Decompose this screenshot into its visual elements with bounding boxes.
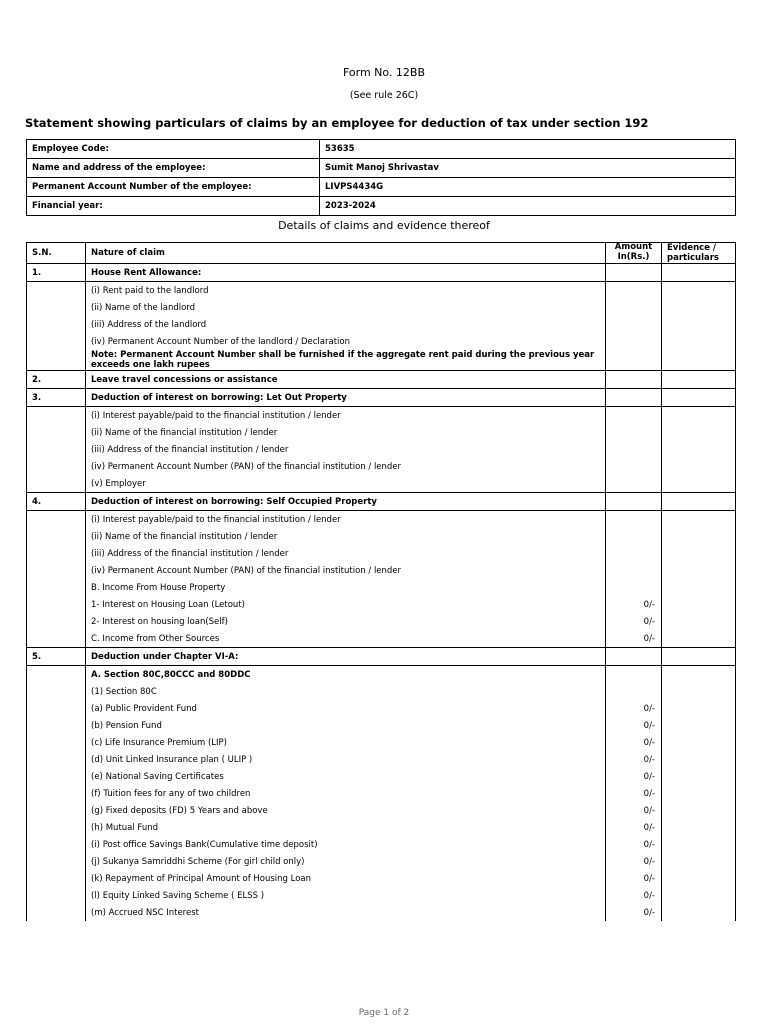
sn-cell (27, 545, 86, 562)
nature-cell: (i) Interest payable/paid to the financial institution / lender (86, 511, 606, 529)
amount-cell: 0/- (606, 870, 662, 887)
sn-cell (27, 887, 86, 904)
sn-cell (27, 717, 86, 734)
nature-cell: 2- Interest on housing loan(Self) (86, 613, 606, 630)
sn-cell (27, 458, 86, 475)
sn-cell (27, 475, 86, 493)
table-row (27, 819, 736, 836)
table-row (27, 475, 736, 493)
evidence-cell (662, 596, 736, 613)
table-row (27, 887, 736, 904)
table-row (27, 666, 736, 684)
amount-cell: 0/- (606, 751, 662, 768)
financial-year-label: Financial year: (27, 197, 320, 216)
table-row (27, 836, 736, 853)
nature-cell: (1) Section 80C (86, 683, 606, 700)
employee-code-label: Employee Code: (27, 140, 320, 159)
table-row (27, 407, 736, 425)
evidence-cell (662, 424, 736, 441)
amount-cell (606, 666, 662, 684)
table-row (27, 853, 736, 870)
table-row (27, 333, 736, 350)
sn-header: S.N. (27, 243, 86, 264)
amount-cell (606, 371, 662, 389)
nature-cell: Deduction of interest on borrowing: Self Occupied Property (86, 493, 606, 511)
nature-cell: (a) Public Provident Fund (86, 700, 606, 717)
evidence-cell (662, 579, 736, 596)
table-row (27, 562, 736, 579)
evidence-cell (662, 648, 736, 666)
table-row (27, 140, 736, 159)
table-row (27, 424, 736, 441)
amount-cell (606, 264, 662, 282)
employee-pan-label: Permanent Account Number of the employee: (27, 178, 320, 197)
nature-cell: House Rent Allowance: (86, 264, 606, 282)
form-title: Form No. 12BB (342, 66, 426, 79)
nature-cell: (k) Repayment of Principal Amount of Housing Loan (86, 870, 606, 887)
evidence-cell (662, 904, 736, 921)
sn-cell (27, 407, 86, 425)
amount-cell (606, 458, 662, 475)
evidence-cell (662, 299, 736, 316)
nature-cell: (l) Equity Linked Saving Scheme ( ELSS ) (86, 887, 606, 904)
table-row (27, 683, 736, 700)
evidence-cell (662, 389, 736, 407)
amount-cell: 0/- (606, 768, 662, 785)
table-row (27, 630, 736, 648)
sn-cell (27, 802, 86, 819)
table-row (27, 613, 736, 630)
amount-cell (606, 511, 662, 529)
sn-cell (27, 579, 86, 596)
sn-cell (27, 511, 86, 529)
sn-cell (27, 630, 86, 648)
evidence-cell (662, 802, 736, 819)
table-row (27, 511, 736, 529)
sn-cell (27, 853, 86, 870)
amount-cell (606, 389, 662, 407)
amount-cell: 0/- (606, 836, 662, 853)
nature-cell: (h) Mutual Fund (86, 819, 606, 836)
evidence-cell (662, 717, 736, 734)
nature-cell: (d) Unit Linked Insurance plan ( ULIP ) (86, 751, 606, 768)
amount-cell (606, 562, 662, 579)
form-subtitle: (See rule 26C) (349, 90, 419, 101)
table-row (27, 648, 736, 666)
evidence-cell (662, 768, 736, 785)
evidence-cell (662, 282, 736, 300)
evidence-cell (662, 407, 736, 425)
table-row (27, 371, 736, 389)
nature-cell: (f) Tuition fees for any of two children (86, 785, 606, 802)
evidence-cell (662, 666, 736, 684)
evidence-cell (662, 853, 736, 870)
evidence-cell (662, 441, 736, 458)
page-footer: Page 1 of 2 (358, 1008, 410, 1018)
nature-cell: (j) Sukanya Samriddhi Scheme (For girl child only) (86, 853, 606, 870)
evidence-cell (662, 545, 736, 562)
amount-cell: 0/- (606, 887, 662, 904)
nature-cell: (c) Life Insurance Premium (LIP) (86, 734, 606, 751)
sn-cell (27, 751, 86, 768)
amount-cell (606, 528, 662, 545)
nature-cell: (b) Pension Fund (86, 717, 606, 734)
evidence-cell (662, 316, 736, 333)
sn-cell (27, 316, 86, 333)
evidence-cell (662, 264, 736, 282)
nature-cell: (i) Rent paid to the landlord (86, 282, 606, 300)
table-row (27, 785, 736, 802)
nature-cell: (iv) Permanent Account Number of the landlord / Declaration (86, 333, 606, 350)
nature-cell: (iii) Address of the landlord (86, 316, 606, 333)
table-row (27, 528, 736, 545)
sn-cell: 1. (27, 264, 86, 282)
sn-cell (27, 613, 86, 630)
table-row (27, 700, 736, 717)
nature-cell: Leave travel concessions or assistance (86, 371, 606, 389)
nature-cell: 1- Interest on Housing Loan (Letout) (86, 596, 606, 613)
nature-cell: (ii) Name of the landlord (86, 299, 606, 316)
evidence-header: Evidence / particulars (662, 243, 736, 264)
sn-cell (27, 562, 86, 579)
sn-cell (27, 596, 86, 613)
evidence-cell (662, 350, 736, 371)
sn-cell (27, 734, 86, 751)
amount-cell (606, 683, 662, 700)
nature-cell: (ii) Name of the financial institution / lender (86, 528, 606, 545)
amount-cell: 0/- (606, 596, 662, 613)
nature-cell: (e) National Saving Certificates (86, 768, 606, 785)
amount-cell (606, 282, 662, 300)
amount-cell (606, 493, 662, 511)
amount-cell: 0/- (606, 853, 662, 870)
evidence-cell (662, 887, 736, 904)
nature-cell: (i) Interest payable/paid to the financial institution / lender (86, 407, 606, 425)
amount-cell: 0/- (606, 613, 662, 630)
table-row (27, 197, 736, 216)
nature-cell: (m) Accrued NSC Interest (86, 904, 606, 921)
evidence-cell (662, 700, 736, 717)
table-row (27, 178, 736, 197)
evidence-cell (662, 493, 736, 511)
statement-heading: Statement showing particulars of claims by an employee for deduction of tax under section 192 (25, 116, 649, 130)
sn-cell (27, 333, 86, 350)
evidence-cell (662, 613, 736, 630)
nature-cell: (iv) Permanent Account Number (PAN) of the financial institution / lender (86, 562, 606, 579)
amount-cell (606, 333, 662, 350)
table-row (27, 545, 736, 562)
sn-cell (27, 424, 86, 441)
evidence-cell (662, 458, 736, 475)
table-row (27, 264, 736, 282)
table-row (27, 389, 736, 407)
evidence-cell (662, 785, 736, 802)
evidence-cell (662, 836, 736, 853)
employee-pan-value: LIVPS4434G (320, 178, 736, 197)
table-row (27, 316, 736, 333)
employee-code-value: 53635 (320, 140, 736, 159)
amount-cell (606, 648, 662, 666)
amount-cell: 0/- (606, 904, 662, 921)
nature-cell: (g) Fixed deposits (FD) 5 Years and above (86, 802, 606, 819)
table-row (27, 596, 736, 613)
details-heading: Details of claims and evidence thereof (278, 219, 490, 232)
table-row (27, 441, 736, 458)
table-row (27, 282, 736, 300)
amount-cell (606, 545, 662, 562)
table-row (27, 751, 736, 768)
sn-cell (27, 870, 86, 887)
table-row (27, 734, 736, 751)
evidence-cell (662, 371, 736, 389)
amount-cell (606, 407, 662, 425)
amount-cell: 0/- (606, 734, 662, 751)
evidence-cell (662, 751, 736, 768)
table-row (27, 870, 736, 887)
table-row (27, 802, 736, 819)
evidence-cell (662, 475, 736, 493)
evidence-cell (662, 683, 736, 700)
claims-table (26, 242, 736, 921)
table-row (27, 717, 736, 734)
table-row (27, 159, 736, 178)
table-row (27, 904, 736, 921)
sn-cell (27, 282, 86, 300)
nature-cell: B. Income From House Property (86, 579, 606, 596)
amount-cell: 0/- (606, 700, 662, 717)
nature-cell: Deduction under Chapter VI-A: (86, 648, 606, 666)
evidence-cell (662, 511, 736, 529)
sn-cell (27, 819, 86, 836)
sn-cell (27, 299, 86, 316)
sn-cell (27, 836, 86, 853)
nature-cell: (iii) Address of the financial institution / lender (86, 441, 606, 458)
evidence-cell (662, 630, 736, 648)
sn-cell (27, 441, 86, 458)
sn-cell (27, 666, 86, 684)
nature-cell: A. Section 80C,80CCC and 80DDC (86, 666, 606, 684)
amount-cell (606, 475, 662, 493)
nature-cell: Note: Permanent Account Number shall be furnished if the aggregate rent paid during the previous year exceeds one lakh rupees (86, 350, 606, 371)
amount-cell (606, 424, 662, 441)
sn-cell: 5. (27, 648, 86, 666)
employee-name-label: Name and address of the employee: (27, 159, 320, 178)
nature-cell: (v) Employer (86, 475, 606, 493)
financial-year-value: 2023-2024 (320, 197, 736, 216)
nature-cell: (iv) Permanent Account Number (PAN) of the financial institution / lender (86, 458, 606, 475)
amount-cell: 0/- (606, 819, 662, 836)
table-row (27, 458, 736, 475)
sn-cell (27, 683, 86, 700)
nature-header: Nature of claim (86, 243, 606, 264)
amount-cell (606, 316, 662, 333)
evidence-cell (662, 562, 736, 579)
amount-cell (606, 299, 662, 316)
nature-cell: (iii) Address of the financial institution / lender (86, 545, 606, 562)
sn-cell (27, 904, 86, 921)
claims-header-row (27, 243, 736, 264)
amount-cell (606, 350, 662, 371)
amount-cell: 0/- (606, 802, 662, 819)
table-row (27, 579, 736, 596)
sn-cell: 3. (27, 389, 86, 407)
evidence-cell (662, 734, 736, 751)
employee-details-table (26, 139, 736, 216)
table-row (27, 299, 736, 316)
evidence-cell (662, 528, 736, 545)
nature-cell: Deduction of interest on borrowing: Let Out Property (86, 389, 606, 407)
table-row (27, 768, 736, 785)
sn-cell (27, 528, 86, 545)
sn-cell: 4. (27, 493, 86, 511)
amount-cell (606, 441, 662, 458)
amount-cell: 0/- (606, 630, 662, 648)
table-row (27, 350, 736, 371)
nature-cell: (ii) Name of the financial institution / lender (86, 424, 606, 441)
evidence-cell (662, 333, 736, 350)
nature-cell: C. Income from Other Sources (86, 630, 606, 648)
nature-cell: (i) Post office Savings Bank(Cumulative time deposit) (86, 836, 606, 853)
amount-cell: 0/- (606, 785, 662, 802)
evidence-cell (662, 819, 736, 836)
sn-cell (27, 350, 86, 371)
employee-name-value: Sumit Manoj Shrivastav (320, 159, 736, 178)
evidence-cell (662, 870, 736, 887)
sn-cell (27, 785, 86, 802)
amount-cell (606, 579, 662, 596)
amount-header: Amount In(Rs.) (606, 243, 662, 264)
sn-cell (27, 700, 86, 717)
amount-cell: 0/- (606, 717, 662, 734)
table-row (27, 493, 736, 511)
sn-cell: 2. (27, 371, 86, 389)
sn-cell (27, 768, 86, 785)
